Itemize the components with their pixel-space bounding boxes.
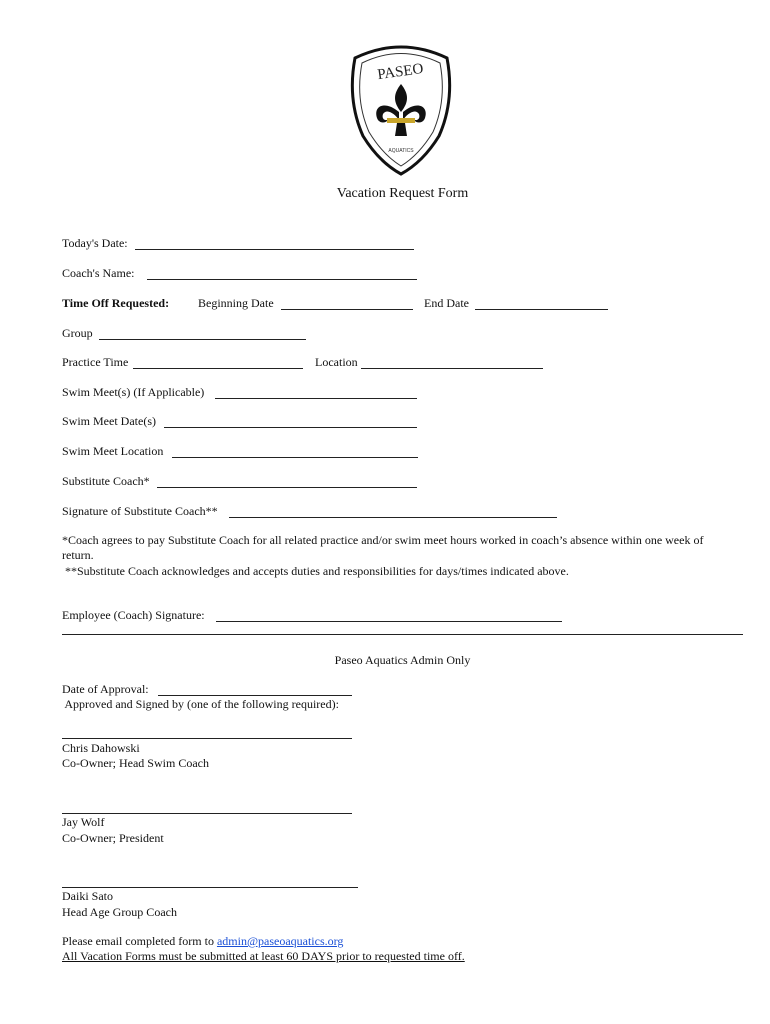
signer-1-title: Co-Owner; Head Swim Coach (62, 756, 209, 770)
practice-time-label: Practice Time (62, 355, 129, 369)
date-of-approval-label: Date of Approval: (62, 682, 149, 696)
swim-meets-label: Swim Meet(s) (If Applicable) (62, 385, 205, 399)
beginning-date-field[interactable] (281, 309, 413, 310)
swim-meet-location-field[interactable] (172, 457, 418, 458)
logo-bottom-text: AQUATICS (388, 148, 414, 154)
employee-signature-label: Employee (Coach) Signature: (62, 608, 205, 622)
signer-1-signature-line[interactable] (62, 738, 352, 739)
email-prefix: Please email completed form to (62, 934, 217, 948)
logo-top-text: PASEO (376, 60, 425, 84)
group-label: Group (62, 326, 93, 340)
location-label: Location (315, 355, 358, 369)
beginning-date-label: Beginning Date (198, 296, 274, 310)
signer-3-title: Head Age Group Coach (62, 905, 177, 919)
signer-2-signature-line[interactable] (62, 813, 352, 814)
substitute-signature-field[interactable] (229, 517, 557, 518)
employee-signature-field[interactable] (216, 621, 562, 622)
approved-by-note: Approved and Signed by (one of the following required): (62, 697, 339, 711)
substitute-payment-note: *Coach agrees to pay Substitute Coach for all related practice and/or swim meet hours worked in coach’s absence within one week of (62, 533, 704, 547)
date-of-approval-field[interactable] (158, 695, 352, 696)
end-date-field[interactable] (475, 309, 608, 310)
location-field[interactable] (361, 368, 543, 369)
email-instruction (62, 934, 343, 949)
deadline-notice: All Vacation Forms must be submitted at least 60 DAYS prior to requested time off. (62, 949, 465, 963)
admin-email-link[interactable]: admin@paseoaquatics.org (216, 934, 344, 948)
substitute-coach-label: Substitute Coach* (62, 474, 150, 488)
coach-name-label: Coach's Name: (62, 266, 135, 280)
signer-2-name: Jay Wolf (62, 815, 105, 829)
end-date-label: End Date (424, 296, 469, 310)
signer-3-signature-line[interactable] (62, 887, 358, 888)
signer-3-name: Daiki Sato (62, 889, 113, 903)
signer-2-title: Co-Owner; President (62, 831, 164, 845)
substitute-payment-note-cont: return. (62, 548, 94, 562)
coach-name-field[interactable] (147, 279, 417, 280)
admin-heading: Paseo Aquatics Admin Only (334, 653, 471, 667)
todays-date-field[interactable] (135, 249, 414, 250)
swim-meet-dates-label: Swim Meet Date(s) (62, 414, 156, 428)
swim-meets-field[interactable] (215, 398, 417, 399)
paseo-aquatics-logo (343, 40, 459, 176)
substitute-signature-label: Signature of Substitute Coach** (62, 504, 218, 518)
todays-date-label: Today's Date: (62, 236, 128, 250)
section-divider (62, 634, 743, 635)
swim-meet-location-label: Swim Meet Location (62, 444, 164, 458)
substitute-acknowledgement-note: **Substitute Coach acknowledges and accepts duties and responsibilities for days/times indicated above. (62, 564, 569, 578)
substitute-coach-field[interactable] (157, 487, 417, 488)
signer-1-name: Chris Dahowski (62, 741, 140, 755)
practice-time-field[interactable] (133, 368, 303, 369)
time-off-label: Time Off Requested: (62, 296, 170, 310)
swim-meet-dates-field[interactable] (164, 427, 417, 428)
group-field[interactable] (99, 339, 306, 340)
form-title: Vacation Request Form (336, 186, 469, 201)
